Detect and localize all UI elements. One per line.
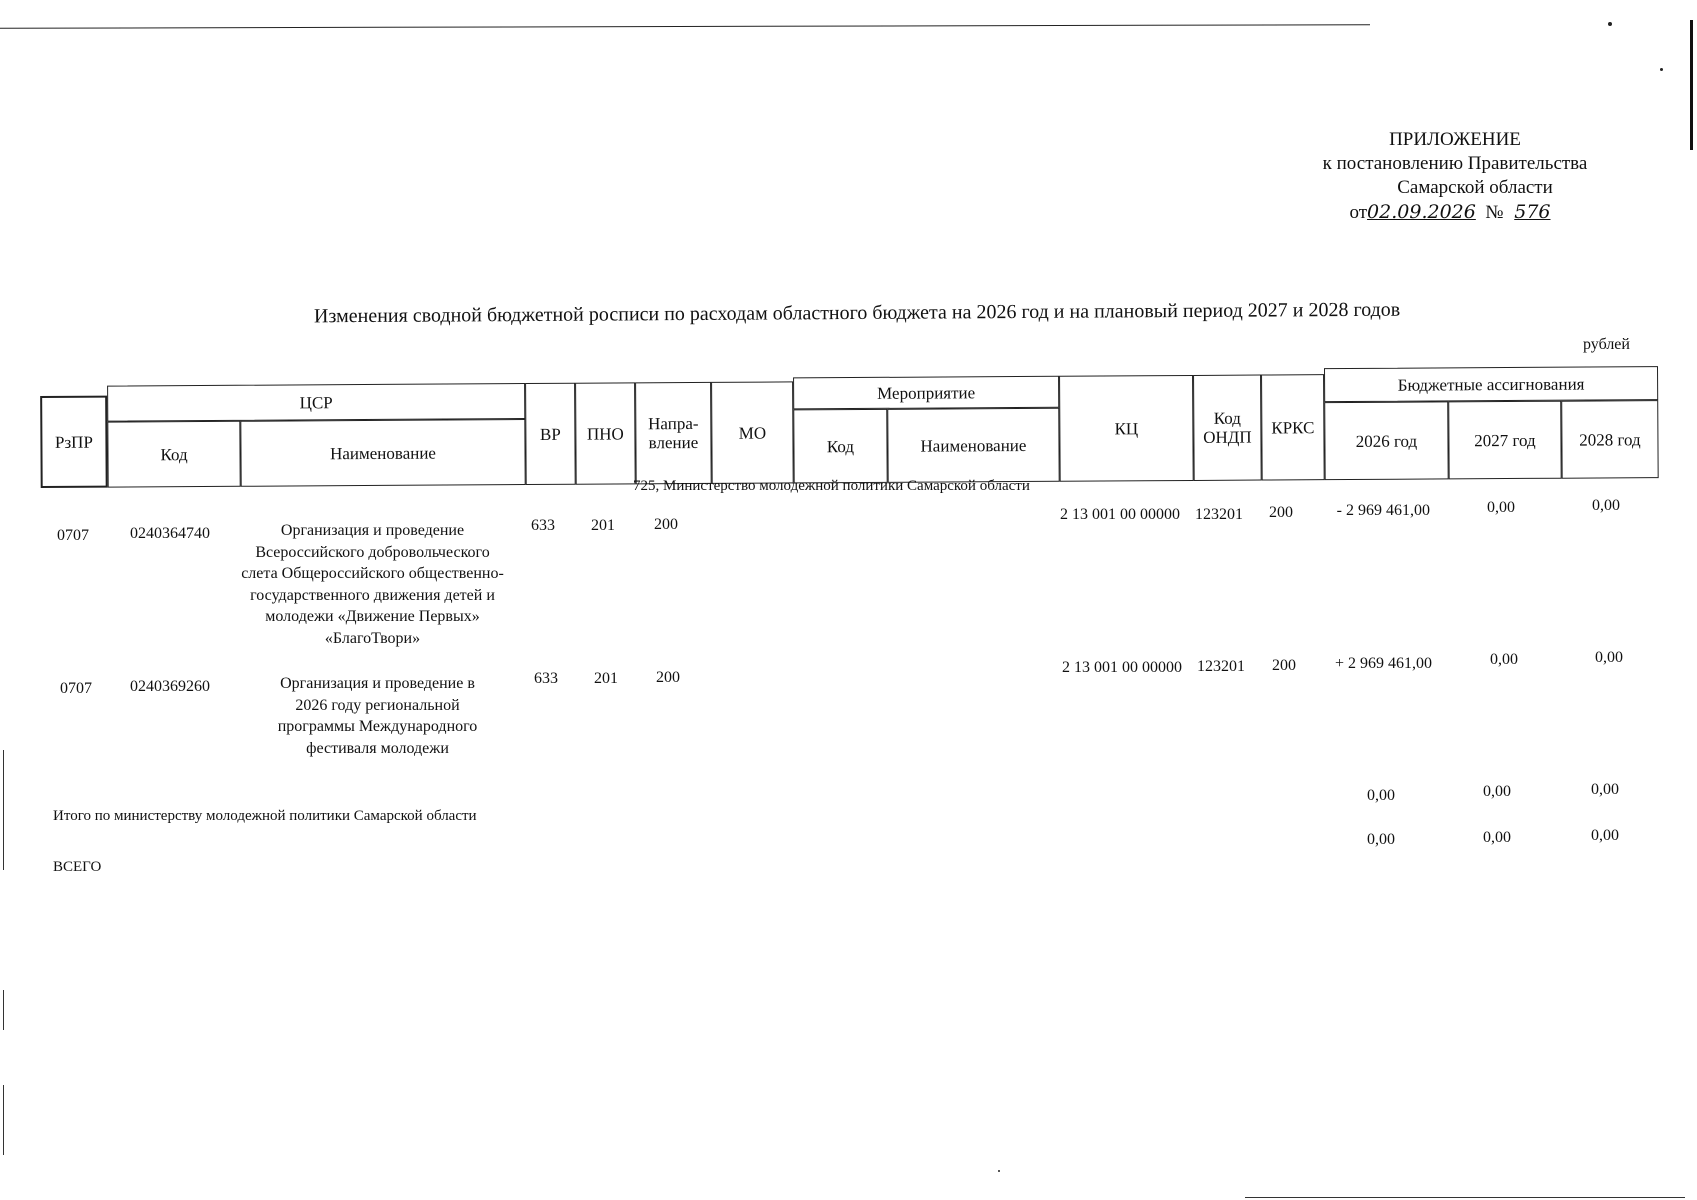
annex-line: к постановлению Правительства (1322, 153, 1588, 174)
header-2027: 2027 год (1448, 401, 1561, 480)
header-csr: ЦСР (107, 383, 525, 422)
cell-2028: 0,00 (1592, 497, 1620, 514)
cell-ondp: 123201 (1195, 506, 1243, 523)
annex-header (1290, 128, 1620, 225)
cell-csr-name: Организация и проведение в 2026 году региональной программы Международного фестиваля молодежи (277, 675, 478, 757)
cell-rzpr: 0707 (60, 680, 92, 697)
scan-speck (1660, 68, 1663, 71)
table-header (40, 362, 1649, 488)
header-direction: Напра- вление (635, 382, 712, 484)
header-2028: 2028 год (1561, 400, 1658, 479)
cell-kc: 2 13 001 00 00000 (1062, 659, 1182, 676)
units-label: рублей (1583, 336, 1630, 353)
scan-edge-mark (3, 750, 4, 870)
cell-direction: 200 (654, 516, 678, 533)
header-event-name: Наименование (887, 408, 1059, 483)
header-rzpr: РзПР (40, 396, 108, 488)
cell-vr: 633 (531, 517, 555, 534)
cell-vr: 633 (534, 670, 558, 687)
cell-2027: 0,00 (1487, 499, 1515, 516)
annex-heading: ПРИЛОЖЕНИЕ (1389, 129, 1521, 150)
header-event-code: Код (793, 409, 887, 484)
total-label: Итого по министерству молодежной политики Самарской области (53, 808, 477, 824)
document-title: Изменения сводной бюджетной росписи по расходам областного бюджета на 2026 год и на плановый период 2027 и 2028 годов (313, 298, 1401, 328)
header-csr-code: Код (107, 421, 240, 488)
handwritten-date: 02.09.2026 (1367, 201, 1476, 223)
grand-total-2026: 0,00 (1367, 831, 1395, 848)
total-2028: 0,00 (1591, 781, 1619, 798)
header-mo: МО (711, 381, 794, 483)
header-2026: 2026 год (1324, 401, 1448, 480)
scan-edge-mark (3, 990, 4, 1030)
scan-edge-line (1245, 1197, 1685, 1198)
cell-kc: 2 13 001 00 00000 (1060, 506, 1180, 523)
handwritten-number: 576 (1514, 201, 1551, 223)
cell-ondp: 123201 (1197, 658, 1245, 675)
header-pno: ПНО (575, 382, 636, 484)
date-prefix: от (1349, 202, 1368, 223)
total-2027: 0,00 (1483, 783, 1511, 800)
grand-total-2028: 0,00 (1591, 827, 1619, 844)
scan-speck (998, 1170, 1000, 1172)
cell-krks: 200 (1272, 657, 1296, 674)
cell-rzpr: 0707 (57, 527, 89, 544)
number-prefix: № (1485, 202, 1504, 223)
cell-csr-code: 0240364740 (130, 525, 210, 542)
cell-krks: 200 (1269, 504, 1293, 521)
scan-speck (1608, 22, 1612, 26)
annex-line: Самарской области (1397, 177, 1553, 198)
header-kc: КЦ (1059, 375, 1194, 482)
header-budget: Бюджетные ассигнования (1324, 366, 1658, 402)
scan-edge-mark (3, 1085, 4, 1155)
cell-pno: 201 (591, 517, 615, 534)
header-csr-name: Наименование (240, 419, 525, 487)
grand-total-label: ВСЕГО (53, 859, 102, 875)
header-krks: КРКС (1261, 374, 1325, 480)
header-event: Мероприятие (793, 376, 1059, 410)
cell-2027: 0,00 (1490, 651, 1518, 668)
scan-edge-mark (1690, 20, 1693, 150)
ministry-label: 725, Министерство молодежной политики Самарской области (633, 478, 1030, 494)
header-vr: ВР (525, 383, 576, 485)
cell-csr-code: 0240369260 (130, 678, 210, 695)
cell-pno: 201 (594, 670, 618, 687)
annex-date-line (1290, 200, 1620, 225)
grand-total-2027: 0,00 (1483, 829, 1511, 846)
total-2026: 0,00 (1367, 787, 1395, 804)
cell-direction: 200 (656, 669, 680, 686)
cell-2028: 0,00 (1595, 649, 1623, 666)
scan-edge-line (0, 24, 1370, 29)
cell-2026: - 2 969 461,00 (1336, 502, 1430, 519)
cell-2026: + 2 969 461,00 (1334, 655, 1432, 672)
header-ondp: Код ОНДП (1193, 375, 1262, 481)
cell-csr-name: Организация и проведение Всероссийского добровольческого слета Общероссийского общественно-государственного движения детей и молодежи «Движение Первых» «БлагоТвори» (241, 522, 504, 647)
